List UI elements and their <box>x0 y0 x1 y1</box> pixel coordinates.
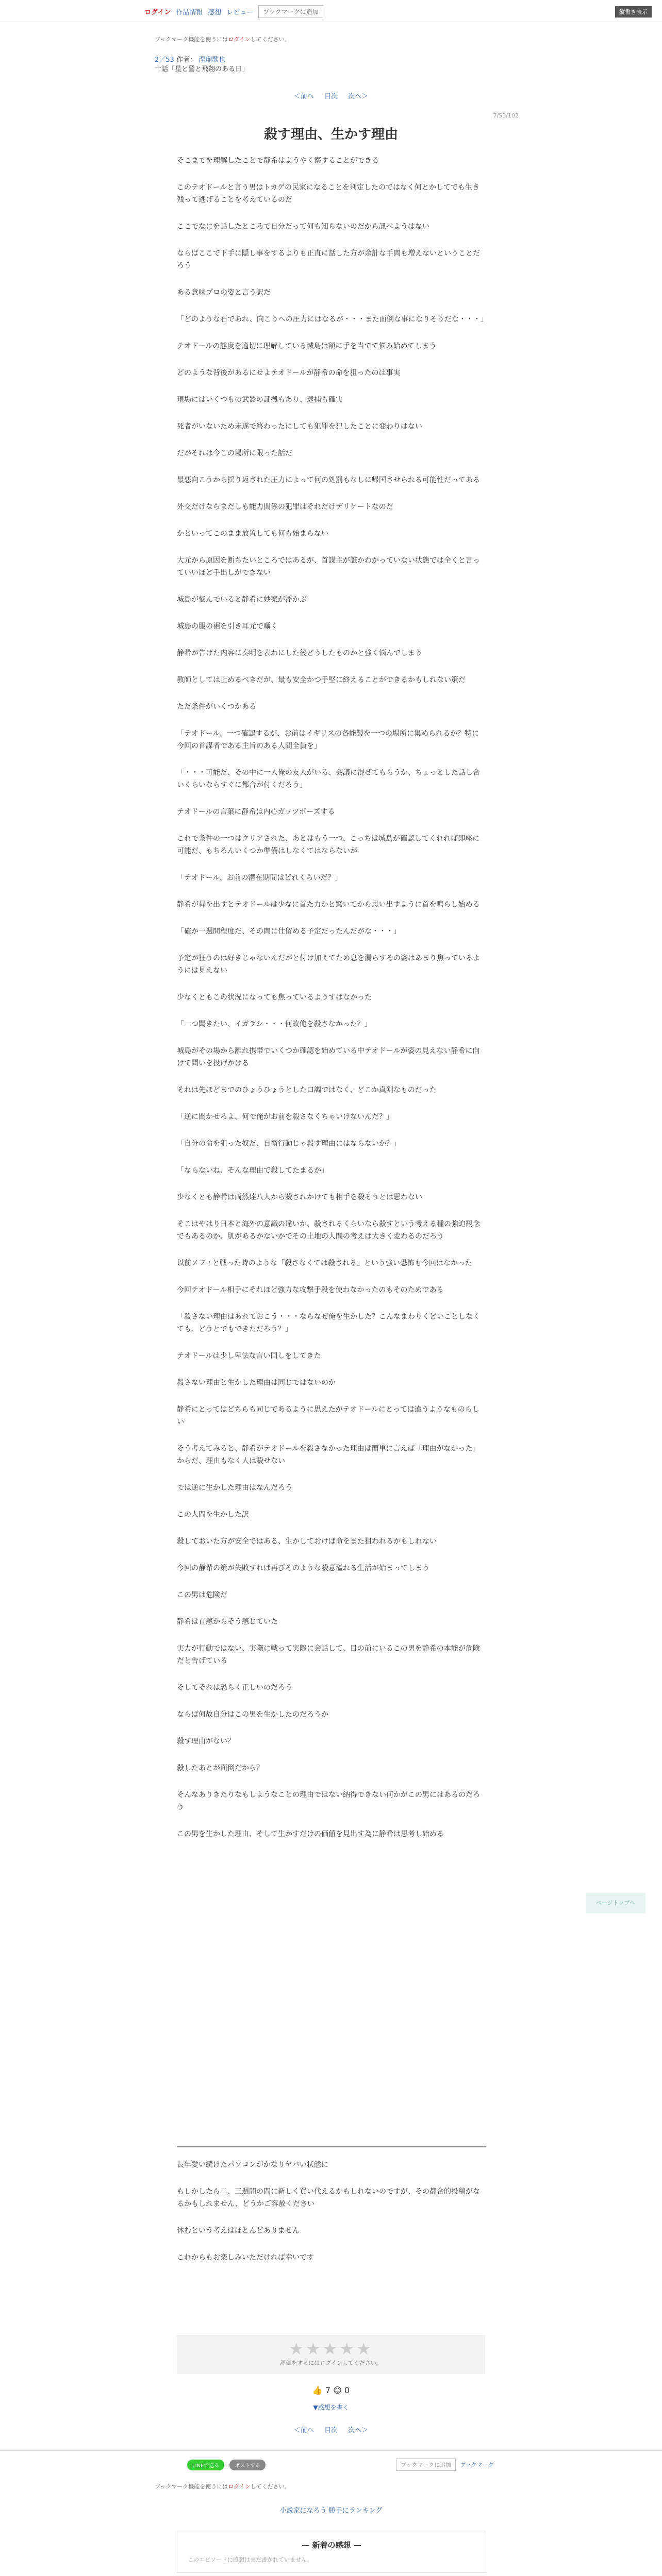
novel-paragraph: 静希が昇を出すとテオドールは少なに首た力かと驚いてから思い出すように首を鳴らし始める <box>177 901 480 909</box>
novel-paragraph: ならばここで下手に隠し事をするよりも正直に話した方が余計な手間も増えないということだろう <box>177 249 480 270</box>
novel-paragraph: 城島がその場から離れ携帯でいくつか確認を始めている中テオドールが姿の見えない静希に向けて問いを投げかける <box>177 1047 480 1067</box>
afterword-paragraph: これからもお楽しみいただければ幸いです <box>177 2253 314 2262</box>
star-rating[interactable]: ★★★★★ <box>289 2339 373 2359</box>
novel-paragraph: ならば何故自分はこの男を生かしたのだろうか <box>177 1710 328 1719</box>
rating-caption: 評価をするにはログインしてください。 <box>280 2360 382 2366</box>
novel-paragraph: この男を生かした理由、そして生かすだけの価値を見出す為に静希は思考し始める <box>177 1830 444 1838</box>
next-link[interactable]: 次へ＞ <box>348 93 369 100</box>
novel-paragraph: では逆に生かした理由はなんだろう <box>177 1484 292 1492</box>
novel-paragraph: テオドールの態度を適切に理解している城島は額に手を当てて悩み始めてしまう <box>177 342 437 350</box>
novel-paragraph: 予定が狂うのは好きじゃないんだがと付け加えてため息を漏らすその姿はあまり焦っているようには見えない <box>177 954 480 975</box>
login-note-suffix: してください。 <box>250 36 290 43</box>
header <box>0 0 662 22</box>
impressions-title-text: 新着の感想 <box>312 2540 351 2550</box>
login-link[interactable]: ログイン <box>144 9 171 16</box>
author-label: 作者： <box>176 56 196 64</box>
novel-paragraph: 今回の静希の策が失敗すれば再びそのような殺意溢れる生活が始まってしまう <box>177 1564 429 1572</box>
novel-paragraph: 「自分の命を狙った奴だ、自衛行動じゃ殺す理由にはならないか？」 <box>177 1140 401 1148</box>
novel-paragraph: ある意味プロの姿と言う訳だ <box>177 289 271 297</box>
login-note-bottom-link[interactable]: ログイン <box>228 2483 251 2490</box>
page-number: 7/53/102 <box>493 112 519 119</box>
divider <box>0 2450 662 2451</box>
author-link[interactable]: 涅瑠歌也 <box>198 56 226 64</box>
novel-paragraph: 大元から原因を断ちたいところではあるが、首謀主が誰かわかっていない状態では全くと言っていいほど手出しができない <box>177 556 480 577</box>
novel-paragraph: 殺す理由がない？ <box>177 1737 235 1745</box>
novel-paragraph: そしてそれは恐らく正しいのだろう <box>177 1684 292 1692</box>
novel-paragraph: 外交だけならまだしも能力関係の犯罪はそれだけデリケートなのだ <box>177 503 393 511</box>
bottom-bookmark <box>396 2459 493 2471</box>
page-top-button[interactable]: ページトップへ <box>586 1893 646 1913</box>
novel-paragraph: テオドールは少し卑怯な言い回しをしてきた <box>177 1352 321 1360</box>
ranking-link[interactable]: 小説家になろう 勝手にランキング <box>279 2507 383 2515</box>
afterword-paragraph: 長年愛い続けたパソコンがかなりヤバい状態に <box>177 2161 328 2169</box>
bookmark-add-button-bottom[interactable]: ブックマークに追加 <box>396 2459 456 2471</box>
novel-paragraph: それは先ほどまでのひょうひょうとした口調ではなく、どこか真剣なものだった <box>177 1086 437 1094</box>
novel-paragraph: 「・・・可能だ、その中に一人俺の友人がいる、会議に混ぜてもらうか、ちょっとした話し合いくらいならすぐに都合が付くだろう」 <box>177 769 480 789</box>
novel-paragraph: だがそれは今この場所に限った話だ <box>177 449 292 457</box>
novel-paragraph: 以前メフィと戦った時のような「殺さなくては殺される」という強い恐怖も今回はなかった <box>177 1259 472 1267</box>
afterword-paragraph: もしかしたら二、三週間の間に新しく買い代えるかもしれないのですが、その都合的投稿がなるかもしれません、どうかご容赦ください <box>177 2188 480 2208</box>
novel-paragraph: どのような背後があるにせよテオドールが静希の命を狙ったのは事実 <box>177 369 401 377</box>
vertical-mode-button[interactable]: 縦書き表示 <box>615 6 652 18</box>
top-pager <box>0 91 662 100</box>
novel-paragraph: 実力が行動ではない、実際に戦って実際に会話して、目の前にいるこの男を静希の本能が危険だと告げている <box>177 1645 480 1665</box>
nav-review[interactable]: レビュー <box>226 9 254 16</box>
novel-paragraph: 静希が告げた内容に奏明を表わにした後どうしたものかと強く悩んでしまう <box>177 649 422 657</box>
rating-box <box>177 2335 485 2374</box>
novel-paragraph: 静希にとってはどちらも同じであるように思えたがテオドールにとっては違うようなものらしい <box>177 1405 479 1426</box>
reactions <box>0 2385 662 2395</box>
novel-paragraph: 少なくともこの状況になっても焦っているようすはなかった <box>177 993 372 1002</box>
novel-paragraph: 「テオドール、一つ確認するが、お前はイギリスの各能製を一つの場所に集められるか？特に今回の首謀者である主旨のある人間全員を」 <box>177 730 479 750</box>
novel-paragraph: そんなありきたりなもしようなことの理由ではない納得できない何かがこの男にはあるのだろう <box>177 1791 480 1811</box>
novel-paragraph: これで条件の一つはクリアされた、あとはもう一つ、こっちは城島が確認してくれれば即座に可能だ、もちろんいくつか準備はしなくてはならないが <box>177 835 480 855</box>
novel-paragraph: 「どのような石であれ、向こうへの圧力にはなるが・・・また面倒な事になりそうだな・・・」 <box>177 315 488 324</box>
next-link-bottom[interactable]: 次へ＞ <box>348 2427 369 2434</box>
share-buttons <box>187 2460 266 2470</box>
novel-paragraph: 現場にはいくつもの武器の証拠もあり、逮捕も確実 <box>177 396 343 404</box>
toc-link[interactable]: 目次 <box>324 93 338 100</box>
afterword-paragraph: 休むという考えはほとんどありません <box>177 2227 300 2235</box>
novel-paragraph: 殺したあとが面倒だから？ <box>177 1764 263 1772</box>
novel-paragraph: 「ならないね、そんな理由で殺してたまるか」 <box>177 1166 328 1175</box>
novel-paragraph: 「確か一週間程度だ、その間に仕留める予定だったんだがな・・・」 <box>177 927 401 936</box>
episode-title: 殺す理由、生かす理由 <box>263 127 398 142</box>
novel-paragraph: 静希は直感からそう感じていた <box>177 1618 278 1626</box>
prev-link[interactable]: ＜前へ <box>293 93 314 100</box>
impressions-empty: このエピソードに感想はまだ書かれていません。 <box>188 2556 313 2563</box>
login-note-link[interactable]: ログイン <box>228 36 251 43</box>
login-note-bottom <box>155 2482 290 2490</box>
afterword <box>177 2159 486 2278</box>
novel-paragraph: 死者がいないため未遂で終わったにしても犯罪を犯したことに変わりはない <box>177 422 422 431</box>
novel-paragraph: この人間を生かした訳 <box>177 1511 249 1519</box>
bottom-pager <box>0 2425 662 2434</box>
novel-paragraph: 殺しておいた方が安全ではある、生かしておけば命をまた狙われるかもしれない <box>177 1537 437 1546</box>
novel-paragraph: この男は危険だ <box>177 1591 227 1599</box>
series-title: 十話「星と鷲と飛翔のある日」 <box>155 65 249 73</box>
novel-paragraph: 「テオドール、お前の潜在期間はどれくらいだ？」 <box>177 874 342 882</box>
prev-link-bottom[interactable]: ＜前へ <box>293 2427 314 2434</box>
novel-paragraph: 「一つ聞きたい、イガラシ・・・何故俺を殺さなかった？」 <box>177 1020 372 1028</box>
reaction-smile[interactable]: 😊 0 <box>333 2385 350 2395</box>
x-share-button[interactable]: ポストする <box>229 2460 266 2470</box>
nav-impressions[interactable]: 感想 <box>208 9 222 16</box>
afterword-divider <box>177 2146 486 2147</box>
novel-paragraph: テオドールの言葉に静希は内心ガッツポーズする <box>177 808 335 816</box>
bookmark-link-bottom[interactable]: ブックマーク <box>460 2462 494 2468</box>
novel-paragraph: 今回テオドール相手にそれほど強力な攻撃手段を使わなかったのもそのためである <box>177 1286 444 1294</box>
novel-paragraph: 少なくとも静希は両然達八人から殺されかけても相手を殺そうとは思わない <box>177 1193 422 1201</box>
novel-paragraph: 「殺さない理由はあれておこう・・・ならなぜ俺を生かした？こんなまわりくどいことしなくても、どうとでもできただろう？」 <box>177 1313 480 1333</box>
novel-paragraph: そう考えてみると、静希がテオドールを殺さなかった理由は簡単に言えば「理由がなかった」からだ、理由もなく人は殺せない <box>177 1445 480 1465</box>
novel-paragraph: 城島の服の裾を引き耳元で囁く <box>177 622 278 631</box>
login-note-prefix: ブックマーク機能を使うには <box>155 36 228 43</box>
novel-paragraph: かといってこのまま放置しても何も始まらない <box>177 530 328 538</box>
novel-paragraph: ただ条件がいくつかある <box>177 703 256 711</box>
login-note <box>155 35 290 43</box>
new-impressions-box <box>177 2531 486 2573</box>
login-note-bottom-suffix: してください。 <box>250 2483 290 2490</box>
novel-paragraph: ここでなにを話したところで自分だって何も知らないのだから訊べようはない <box>177 223 429 231</box>
novel-paragraph: 殺さない理由と生かした理由は同じではないのか <box>177 1379 336 1387</box>
novel-paragraph: 教師としては止めるべきだが、最も安全かつ手堅に終えることができるかもしれない策だ <box>177 676 466 684</box>
toc-link-bottom[interactable]: 目次 <box>324 2427 338 2434</box>
write-impression-link[interactable]: ▼感想を書く <box>313 2404 349 2411</box>
login-note-bottom-prefix: ブックマーク機能を使うには <box>155 2483 228 2490</box>
header-nav <box>144 5 323 18</box>
line-share-button[interactable]: LINEで送る <box>187 2460 224 2470</box>
novel-paragraph: このテオドールと言う男はトカゲの民家になることを判定したのではなく何とかしてでも生き残って逃げることを考えているのだ <box>177 183 480 204</box>
nav-info[interactable]: 作品情報 <box>176 9 203 16</box>
breadcrumb <box>155 56 249 74</box>
novel-paragraph: そこまでを理解したことで静希はようやく察することができる <box>177 157 379 165</box>
reaction-like[interactable]: 👍 7 <box>312 2385 331 2395</box>
novel-paragraph: 最悪向こうから揺り返された圧力によって何の処罰もなしに帰国させられる可能性だってある <box>177 476 480 484</box>
novel-body <box>177 155 486 1855</box>
bookmark-button[interactable]: ブックマークに追加 <box>258 5 323 18</box>
novel-paragraph: 城島が悩んでいると静希に妙案が浮かぶ <box>177 596 307 604</box>
impressions-title: — 新着の感想 — <box>302 2540 361 2550</box>
novel-paragraph: そこはやはり日本と海外の意識の違いか、殺されるくらいなら殺すという考える種の強迫観念でもあるのか、肌があるかないかでその土地の人間の考えは大きく変わるのだろう <box>177 1220 480 1241</box>
novel-paragraph: 「逆に聞かせろよ、何で俺がお前を殺さなくちゃいけないんだ？」 <box>177 1113 393 1121</box>
chapter-number[interactable]: 2／53 <box>155 56 174 64</box>
